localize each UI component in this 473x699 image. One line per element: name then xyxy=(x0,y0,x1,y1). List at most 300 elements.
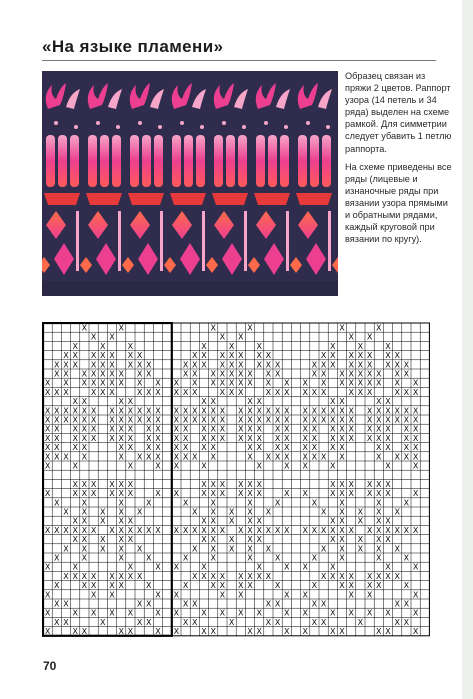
chart-symbol-x: X xyxy=(256,516,262,526)
chart-symbol-x: X xyxy=(146,452,152,462)
chart-symbol-x: X xyxy=(330,525,336,535)
chart-symbol-x: X xyxy=(339,553,345,563)
chart-symbol-x: X xyxy=(201,341,207,351)
chart-symbol-x: X xyxy=(228,617,235,627)
chart-symbol-x: X xyxy=(256,351,262,361)
chart-symbol-x: X xyxy=(274,360,281,370)
chart-symbol-x: X xyxy=(376,433,382,443)
chart-symbol-x: X xyxy=(394,369,400,379)
chart-symbol-x: X xyxy=(210,323,216,333)
chart-symbol-x: X xyxy=(219,571,226,581)
chart-symbol-x: X xyxy=(81,397,88,407)
chart-symbol-x: X xyxy=(302,452,308,462)
chart-symbol-x: X xyxy=(192,617,198,627)
stitch-dot xyxy=(306,121,310,125)
chart-symbol-x: X xyxy=(201,351,207,361)
chart-symbol-x: X xyxy=(376,415,382,425)
chart-symbol-x: X xyxy=(210,553,216,563)
chart-symbol-x: X xyxy=(256,489,262,499)
chart-symbol-x: X xyxy=(247,443,253,453)
chart-symbol-x: X xyxy=(118,369,124,379)
chart-symbol-x: X xyxy=(265,369,272,379)
chart-symbol-x: X xyxy=(385,535,391,545)
chart-symbol-x: X xyxy=(81,571,88,581)
chart-symbol-x: X xyxy=(339,516,345,526)
chart-symbol-x: X xyxy=(385,525,391,535)
chart-symbol-x: X xyxy=(219,581,226,591)
chart-symbol-x: X xyxy=(72,608,78,618)
chart-symbol-x: X xyxy=(330,461,336,471)
chart-symbol-x: X xyxy=(403,433,410,443)
chart-symbol-x: X xyxy=(302,461,308,471)
chart-symbol-x: X xyxy=(127,397,134,407)
chart-symbol-x: X xyxy=(44,452,51,462)
chart-symbol-x: X xyxy=(274,406,281,416)
chart-symbol-x: X xyxy=(348,351,354,361)
chart-symbol-x: X xyxy=(339,489,345,499)
chart-symbol-x: X xyxy=(136,406,143,416)
chart-symbol-x: X xyxy=(274,553,281,563)
chart-symbol-x: X xyxy=(210,397,216,407)
chart-symbol-x: X xyxy=(366,406,373,416)
chart-symbol-x: X xyxy=(284,424,290,434)
chart-symbol-x: X xyxy=(376,378,382,388)
chart-symbol-x: X xyxy=(311,443,318,453)
chart-symbol-x: X xyxy=(376,479,382,489)
flame-column xyxy=(130,135,139,187)
chart-symbol-x: X xyxy=(256,433,262,443)
chart-symbol-x: X xyxy=(81,479,88,489)
chart-symbol-x: X xyxy=(385,562,391,572)
chart-symbol-x: X xyxy=(320,599,327,609)
chart-symbol-x: X xyxy=(311,406,318,416)
chart-symbol-x: X xyxy=(173,443,180,453)
chart-symbol-x: X xyxy=(118,406,124,416)
chart-symbol-x: X xyxy=(109,378,115,388)
chart-symbol-x: X xyxy=(394,617,400,627)
chart-symbol-x: X xyxy=(118,415,124,425)
chart-symbol-x: X xyxy=(366,387,373,397)
chart-symbol-x: X xyxy=(284,406,290,416)
stitch-dot xyxy=(138,121,142,125)
chart-symbol-x: X xyxy=(90,479,97,489)
chart-symbol-x: X xyxy=(100,369,106,379)
chart-symbol-x: X xyxy=(118,507,124,517)
chart-symbol-x: X xyxy=(394,571,400,581)
chart-symbol-x: X xyxy=(385,608,391,618)
chart-symbol-x: X xyxy=(192,406,198,416)
chart-symbol-x: X xyxy=(265,507,272,517)
chart-symbol-x: X xyxy=(403,581,410,591)
chart-symbol-x: X xyxy=(146,433,152,443)
chart-symbol-x: X xyxy=(90,332,97,342)
chart-symbol-x: X xyxy=(182,452,189,462)
chart-symbol-x: X xyxy=(63,351,69,361)
chart-symbol-x: X xyxy=(219,590,226,600)
chart-symbol-x: X xyxy=(320,406,327,416)
chart-symbol-x: X xyxy=(330,406,336,416)
chart-symbol-x: X xyxy=(201,516,207,526)
chart-symbol-x: X xyxy=(274,443,281,453)
chart-symbol-x: X xyxy=(146,617,152,627)
chart-symbol-x: X xyxy=(109,433,115,443)
chart-symbol-x: X xyxy=(155,608,161,618)
chart-symbol-x: X xyxy=(256,608,262,618)
chart-symbol-x: X xyxy=(155,627,161,637)
chart-symbol-x: X xyxy=(54,387,60,397)
chart-symbol-x: X xyxy=(228,535,235,545)
chart-symbol-x: X xyxy=(72,489,78,499)
chart-symbol-x: X xyxy=(72,479,78,489)
chart-symbol-x: X xyxy=(90,406,97,416)
chart-symbol-x: X xyxy=(256,525,262,535)
chart-symbol-x: X xyxy=(274,369,281,379)
chart-symbol-x: X xyxy=(247,498,253,508)
chart-symbol-x: X xyxy=(146,406,152,416)
chart-symbol-x: X xyxy=(302,525,308,535)
chart-symbol-x: X xyxy=(376,323,382,333)
chart-symbol-x: X xyxy=(247,369,253,379)
chart-symbol-x: X xyxy=(412,590,419,600)
chart-symbol-x: X xyxy=(320,544,327,554)
chart-symbol-x: X xyxy=(192,387,198,397)
chart-symbol-x: X xyxy=(403,553,410,563)
chart-symbol-x: X xyxy=(54,406,60,416)
chart-symbol-x: X xyxy=(63,369,69,379)
chart-symbol-x: X xyxy=(247,571,253,581)
chart-symbol-x: X xyxy=(210,544,216,554)
chart-symbol-x: X xyxy=(385,397,391,407)
flame-column xyxy=(184,135,193,187)
chart-symbol-x: X xyxy=(210,415,216,425)
chart-symbol-x: X xyxy=(109,424,115,434)
chart-symbol-x: X xyxy=(81,433,88,443)
chart-symbol-x: X xyxy=(366,590,373,600)
chart-symbol-x: X xyxy=(366,525,373,535)
chart-symbol-x: X xyxy=(302,627,308,637)
chart-symbol-x: X xyxy=(81,535,88,545)
chart-symbol-x: X xyxy=(366,424,373,434)
chart-symbol-x: X xyxy=(127,479,134,489)
chart-symbol-x: X xyxy=(385,479,391,489)
chart-symbol-x: X xyxy=(256,479,262,489)
chart-symbol-x: X xyxy=(284,378,290,388)
chart-symbol-x: X xyxy=(265,525,272,535)
chart-symbol-x: X xyxy=(90,525,97,535)
chart-symbol-x: X xyxy=(109,590,115,600)
chart-symbol-x: X xyxy=(136,360,143,370)
title-underline xyxy=(42,60,436,61)
chart-symbol-x: X xyxy=(320,378,327,388)
chart-symbol-x: X xyxy=(394,360,400,370)
chart-symbol-x: X xyxy=(394,406,400,416)
chart-symbol-x: X xyxy=(357,544,364,554)
chart-symbol-x: X xyxy=(311,433,318,443)
chart-symbol-x: X xyxy=(44,433,51,443)
chart-symbol-x: X xyxy=(118,571,124,581)
chart-symbol-x: X xyxy=(412,489,419,499)
chart-symbol-x: X xyxy=(339,323,345,333)
chart-symbol-x: X xyxy=(385,351,391,361)
chart-symbol-x: X xyxy=(302,387,308,397)
chart-symbol-x: X xyxy=(201,608,207,618)
chart-symbol-x: X xyxy=(201,406,207,416)
chart-symbol-x: X xyxy=(366,369,373,379)
chart-symbol-x: X xyxy=(90,433,97,443)
chart-symbol-x: X xyxy=(182,433,189,443)
chart-symbol-x: X xyxy=(247,415,253,425)
chart-symbol-x: X xyxy=(394,507,400,517)
chart-symbol-x: X xyxy=(219,332,226,342)
chart-symbol-x: X xyxy=(109,581,115,591)
flame-column xyxy=(172,135,181,187)
chart-symbol-x: X xyxy=(330,351,336,361)
chart-symbol-x: X xyxy=(44,489,51,499)
chart-symbol-x: X xyxy=(173,461,180,471)
chart-symbol-x: X xyxy=(118,544,124,554)
chart-symbol-x: X xyxy=(330,571,336,581)
chart-symbol-x: X xyxy=(228,387,235,397)
chart-symbol-x: X xyxy=(63,406,69,416)
red-band xyxy=(296,193,332,205)
chart-symbol-x: X xyxy=(44,387,51,397)
chart-symbol-x: X xyxy=(412,461,419,471)
chart-symbol-x: X xyxy=(320,617,327,627)
chart-symbol-x: X xyxy=(136,544,143,554)
chart-symbol-x: X xyxy=(182,525,189,535)
chart-symbol-x: X xyxy=(155,406,161,416)
chart-symbol-x: X xyxy=(109,608,115,618)
chart-symbol-x: X xyxy=(201,415,207,425)
chart-symbol-x: X xyxy=(210,443,216,453)
chart-symbol-x: X xyxy=(366,415,373,425)
chart-symbol-x: X xyxy=(54,599,60,609)
chart-symbol-x: X xyxy=(72,424,78,434)
knitting-chart-grid xyxy=(42,322,431,637)
chart-symbol-x: X xyxy=(366,479,373,489)
chart-symbol-x: X xyxy=(54,498,60,508)
chart-symbol-x: X xyxy=(339,507,345,517)
chart-symbol-x: X xyxy=(90,571,97,581)
chart-symbol-x: X xyxy=(210,369,216,379)
chart-symbol-x: X xyxy=(284,627,290,637)
chart-symbol-x: X xyxy=(357,369,364,379)
chart-symbol-x: X xyxy=(192,525,198,535)
chart-symbol-x: X xyxy=(81,507,88,517)
flame-column xyxy=(70,135,79,187)
chart-symbol-x: X xyxy=(210,535,216,545)
chart-symbol-x: X xyxy=(136,378,143,388)
chart-symbol-x: X xyxy=(320,369,327,379)
chart-symbol-x: X xyxy=(201,397,207,407)
chart-symbol-x: X xyxy=(376,424,382,434)
chart-symbol-x: X xyxy=(348,378,354,388)
chart-symbol-x: X xyxy=(247,525,253,535)
chart-symbol-x: X xyxy=(339,627,345,637)
chart-symbol-x: X xyxy=(228,378,235,388)
chart-symbol-x: X xyxy=(256,424,262,434)
chart-symbol-x: X xyxy=(72,627,78,637)
chart-symbol-x: X xyxy=(127,443,134,453)
chart-symbol-x: X xyxy=(265,360,272,370)
chart-symbol-x: X xyxy=(238,581,244,591)
chart-symbol-x: X xyxy=(311,415,318,425)
chart-symbol-x: X xyxy=(192,415,198,425)
chart-symbol-x: X xyxy=(302,489,308,499)
chart-symbol-x: X xyxy=(320,571,327,581)
chart-symbol-x: X xyxy=(330,562,336,572)
chart-symbol-x: X xyxy=(238,415,244,425)
red-band xyxy=(128,193,164,205)
chart-symbol-x: X xyxy=(247,378,253,388)
chart-symbol-x: X xyxy=(311,525,318,535)
chart-symbol-x: X xyxy=(127,415,134,425)
chart-symbol-x: X xyxy=(54,452,60,462)
chart-symbol-x: X xyxy=(247,489,253,499)
chart-symbol-x: X xyxy=(330,535,336,545)
chart-symbol-x: X xyxy=(44,627,51,637)
chart-symbol-x: X xyxy=(81,369,88,379)
chart-symbol-x: X xyxy=(247,553,253,563)
chart-symbol-x: X xyxy=(403,498,410,508)
flame-column xyxy=(298,135,307,187)
chart-symbol-x: X xyxy=(284,525,290,535)
chart-symbol-x: X xyxy=(366,351,373,361)
chart-symbol-x: X xyxy=(173,627,180,637)
chart-symbol-x: X xyxy=(118,489,124,499)
chart-symbol-x: X xyxy=(81,424,88,434)
chart-symbol-x: X xyxy=(127,351,134,361)
chart-symbol-x: X xyxy=(201,525,207,535)
chart-symbol-x: X xyxy=(330,627,336,637)
chart-symbol-x: X xyxy=(274,415,281,425)
chart-symbol-x: X xyxy=(320,525,327,535)
chart-symbol-x: X xyxy=(311,452,318,462)
stitch-dot xyxy=(116,125,120,129)
chart-symbol-x: X xyxy=(127,525,134,535)
chart-symbol-x: X xyxy=(54,553,60,563)
chart-symbol-x: X xyxy=(182,443,189,453)
stitch-dot xyxy=(54,121,58,125)
chart-symbol-x: X xyxy=(54,433,60,443)
chart-symbol-x: X xyxy=(100,516,106,526)
chart-symbol-x: X xyxy=(238,369,244,379)
chart-symbol-x: X xyxy=(238,571,244,581)
chart-symbol-x: X xyxy=(72,433,78,443)
chart-symbol-x: X xyxy=(192,360,198,370)
chart-symbol-x: X xyxy=(265,415,272,425)
chart-symbol-x: X xyxy=(146,581,152,591)
chart-symbol-x: X xyxy=(357,378,364,388)
chart-symbol-x: X xyxy=(403,525,410,535)
chart-symbol-x: X xyxy=(72,562,78,572)
chart-symbol-x: X xyxy=(228,351,235,361)
chart-symbol-x: X xyxy=(118,581,124,591)
description-paragraph-2: На схеме приведены все ряды (лицевые и изнаночные ряды при вязании узора прямыми и обратными рядами, каждый круговой при вязании по кругу). xyxy=(345,161,452,245)
chart-symbol-x: X xyxy=(44,415,51,425)
chart-symbol-x: X xyxy=(339,525,345,535)
chart-symbol-x: X xyxy=(219,525,226,535)
chart-symbol-x: X xyxy=(348,424,354,434)
chart-symbol-x: X xyxy=(201,443,207,453)
chart-symbol-x: X xyxy=(348,360,354,370)
chart-symbol-x: X xyxy=(348,332,354,342)
chart-symbol-x: X xyxy=(385,341,391,351)
chart-symbol-x: X xyxy=(173,378,180,388)
chart-symbol-x: X xyxy=(320,507,327,517)
chart-symbol-x: X xyxy=(219,378,226,388)
chart-symbol-x: X xyxy=(394,544,400,554)
chart-symbol-x: X xyxy=(256,627,262,637)
chart-symbol-x: X xyxy=(146,360,152,370)
chart-symbol-x: X xyxy=(394,378,400,388)
chart-symbol-x: X xyxy=(210,378,216,388)
chart-symbol-x: X xyxy=(72,360,78,370)
chart-symbol-x: X xyxy=(201,479,207,489)
chart-symbol-x: X xyxy=(44,590,51,600)
chart-symbol-x: X xyxy=(100,544,106,554)
chart-symbol-x: X xyxy=(348,369,354,379)
chart-symbol-x: X xyxy=(54,415,60,425)
chart-symbol-x: X xyxy=(247,406,253,416)
chart-symbol-x: X xyxy=(127,516,134,526)
stitch-dot xyxy=(264,121,268,125)
chart-symbol-x: X xyxy=(265,544,272,554)
chart-symbol-x: X xyxy=(339,581,345,591)
chart-symbol-x: X xyxy=(357,387,364,397)
stem xyxy=(160,211,163,271)
chart-symbol-x: X xyxy=(182,581,189,591)
chart-symbol-x: X xyxy=(320,351,327,361)
chart-symbol-x: X xyxy=(90,387,97,397)
chart-symbol-x: X xyxy=(90,415,97,425)
chart-symbol-x: X xyxy=(127,424,134,434)
chart-symbol-x: X xyxy=(118,452,124,462)
chart-symbol-x: X xyxy=(265,387,272,397)
chart-symbol-x: X xyxy=(385,424,391,434)
flame-column xyxy=(154,135,163,187)
chart-symbol-x: X xyxy=(412,627,419,637)
chart-symbol-x: X xyxy=(127,360,134,370)
chart-symbol-x: X xyxy=(182,415,189,425)
flame-column xyxy=(142,135,151,187)
chart-symbol-x: X xyxy=(63,507,69,517)
chart-symbol-x: X xyxy=(109,479,115,489)
chart-symbol-x: X xyxy=(54,443,60,453)
chart-symbol-x: X xyxy=(366,360,373,370)
chart-symbol-x: X xyxy=(155,525,161,535)
chart-symbol-x: X xyxy=(201,424,207,434)
red-band xyxy=(170,193,206,205)
chart-symbol-x: X xyxy=(247,433,253,443)
chart-symbol-x: X xyxy=(265,378,272,388)
chart-symbol-x: X xyxy=(182,369,189,379)
chart-symbol-x: X xyxy=(366,378,373,388)
chart-symbol-x: X xyxy=(311,424,318,434)
chart-symbol-x: X xyxy=(192,378,198,388)
chart-symbol-x: X xyxy=(376,397,382,407)
chart-symbol-x: X xyxy=(256,406,262,416)
chart-symbol-x: X xyxy=(210,406,216,416)
chart-symbol-x: X xyxy=(247,323,253,333)
red-band xyxy=(212,193,248,205)
chart-symbol-x: X xyxy=(357,341,364,351)
chart-symbol-x: X xyxy=(155,461,161,471)
chart-symbol-x: X xyxy=(155,378,161,388)
chart-symbol-x: X xyxy=(247,397,253,407)
chart-symbol-x: X xyxy=(228,341,235,351)
chart-symbol-x: X xyxy=(109,525,115,535)
